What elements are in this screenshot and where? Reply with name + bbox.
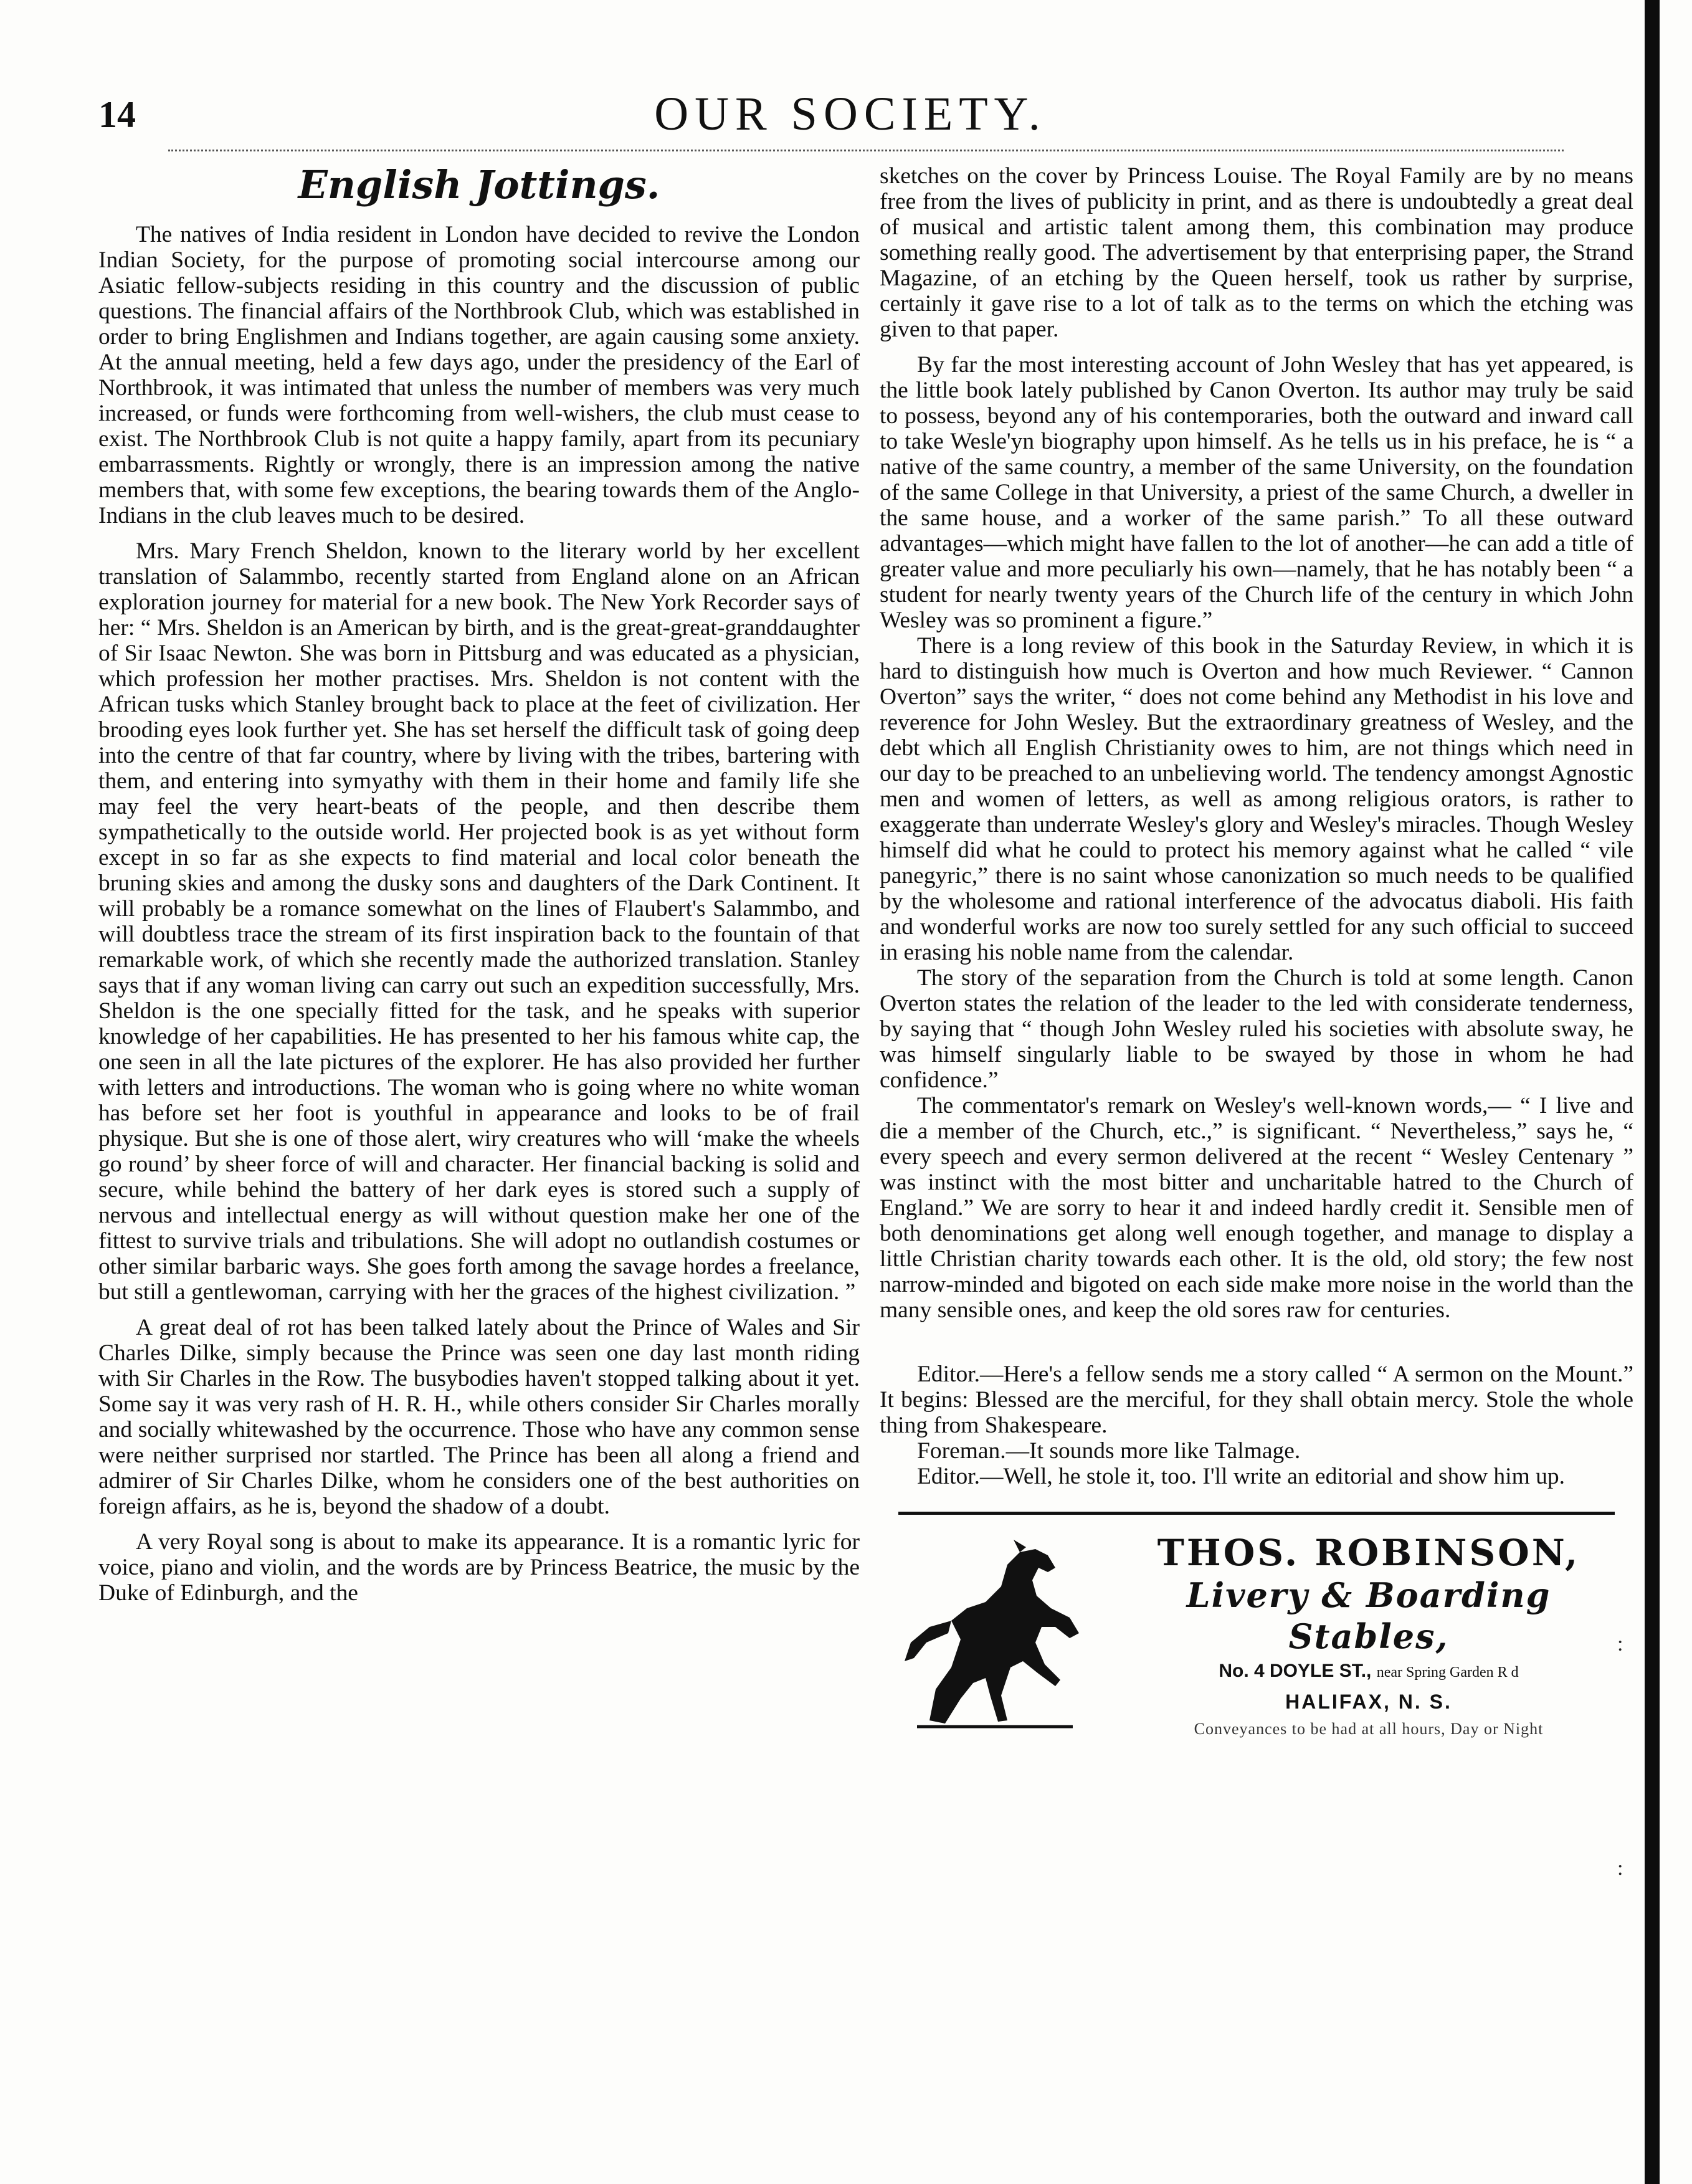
- advertiser-note: Conveyances to be had at all hours, Day or Night: [1194, 1720, 1544, 1738]
- article-paragraph: The natives of India resident in London have decided to revive the London Indian Society, for the purpose of promoting social intercourse among our Asiatic fellow-subjects residing in this country and the discussion of public questions. The financial affairs of the Northbrook Club, which was established in order to bring Englishmen and Indians together, are again causing some anxiety. At the annual meeting, held a few days ago, under the presidency of the Earl of Northbrook, it was intimated that unless the number of members was very much increased, or funds were forthcoming from well-wishers, the club must cease to exist. The Northbrook Club is not quite a happy family, apart from its pecuniary embarrassments. Rightly or wrongly, there is an impression among the native members that, with some few exceptions, the bearing towards them of the Anglo-Indians in the club leaves much to be desired.: [98, 222, 860, 528]
- article-paragraph: Mrs. Mary French Sheldon, known to the literary world by her excellent translation of Salammbo, recently started from England alone on an African exploration journey for material for a new book. The New York Recorder says of her: “ Mrs. Sheldon is an American by birth, and is the great-great-granddaughter of Sir Isaac Newton. She was born in Pittsburg and was educated as a physician, which profession her mother practises. Mrs. Sheldon is not content with the African tusks which Stanley brought back to place at the feet of civilization. Her brooding eyes look further yet. She has set herself the difficult task of going deep into the centre of that far country, where by living with the tribes, bartering with them, and entering into symyathy with them in their home and family life she may feel the very heart-beats of the people, and then describe them sympathetically to the outside world. Her projected book is as yet without form except in so far as she expects to find material and local color beneath the bruning skies and among the dusky sons and daughters of the Dark Continent. It will probably be a romance somewhat on the lines of Flaubert's Salammbo, and will doubtless trace the stream of its first inspiration back to the fountain of that remarkable work, of which she recently made the authorized translation. Stanley says that if any woman living can carry out such an expedition successfully, Mrs. Sheldon is the one specially fitted for the task, and he speaks with superior knowledge of her capabilities. He has presented to her his famous white cap, the one seen in all the late pictures of the explorer. He has also provided her further with letters and introductions. The woman who is going where no white woman has before set her foot is youthful in appearance and looks to be of frail physique. But she is one of those alert, wiry creatures who will ‘make the wheels go round’ by sheer force of will and character. Her financial backing is solid and secure, while behind the battery of her dark eyes is stored such a supply of nervous and intellectual energy as will without question make her one of the fittest to survive trials and tribulations. She will adopt no outlandish costumes or other similar barbaric ways. She goes forth among the savage hordes a freelance, but still a gentlewoman, carrying with her the graces of the highest civilization. ”: [98, 538, 860, 1305]
- rearing-horse-icon: [892, 1533, 1085, 1733]
- right-column: [880, 163, 1633, 1743]
- edge-mark: :: [1617, 1857, 1623, 1880]
- address-note: near Spring Garden R d: [1376, 1664, 1519, 1681]
- advertiser-name: THOS. ROBINSON,: [1157, 1532, 1580, 1574]
- editor-anecdote: [880, 1361, 1633, 1489]
- page-header: [87, 87, 1614, 156]
- address-street: No. 4 DOYLE ST.,: [1219, 1661, 1372, 1681]
- edge-mark: :: [1617, 1633, 1623, 1656]
- article-paragraph: sketches on the cover by Princess Louise. The Royal Family are by no means free from the lives of publicity in print, and as there is undoubtedly a great deal of musical and artistic talent among them, this combination may produce something really good. The advertisement by that enterprising paper, the Strand Magazine, of an etching by the Queen herself, took us rather by surprise, certainly it gave rise to a lot of talk as to the terms on which the etching was given to that paper.: [880, 163, 1633, 342]
- advertisement: [880, 1531, 1633, 1743]
- article-paragraph: A great deal of rot has been talked lately about the Prince of Wales and Sir Charles Dilke, simply because the Prince was seen one day last month riding with Sir Charles in the Row. The busybodies haven't stopped talking about it yet. Some say it was very rash of H. R. H., while others consider Sir Charles morally and socially whitewashed by the occurrence. Those who have any common sense were neither surprised nor startled. The Prince has been all along a friend and admirer of Sir Charles Dilke, whom he considers one of the best authorities on foreign affairs, as he is, beyond the shadow of a doubt.: [98, 1315, 860, 1519]
- article-paragraph: The commentator's remark on Wesley's well-known words,— “ I live and die a member of the Church, etc.,” is significant. “ Nevertheless,” says he, “ every speech and every sermon delivered at the recent “ Wesley Centenary ” was instinct with the most bitter and uncharitable hatred to the Church of England.” We are sorry to hear it and indeed hardly credit it. Sensible men of both denominations get along well enough together, and manage to display a little Christian charity towards each other. It is the old, old story; the few nost narrow-minded and bigoted on each side make more noise in the world than the many sensible ones, and keep the old sores raw for centuries.: [880, 1093, 1633, 1323]
- left-column: [98, 163, 860, 1606]
- anecdote-line: Editor.—Well, he stole it, too. I'll write an editorial and show him up.: [917, 1464, 1566, 1489]
- article-paragraph: There is a long review of this book in the Saturday Review, in which it is hard to distinguish how much is Overton and how much Reviewer. “ Cannon Overton” says the writer, “ does not come behind any Methodist in his love and reverence for John Wesley. But the extraordinary greatness of Wesley, and the debt which all English Christianity owes to him, are not things which need in our day to be preached to an unbelieving world. The tendency amongst Agnostic men and women of letters, as well as among religious orators, is rather to exaggerate than underrate Wesley's glory and Wesley's miracles. Though Wesley himself did what he could to protect his memory against what he called “ vile panegyric,” there is no saint whose canonization so much needs to be qualified by the wholesome and rational interference of the advocatus diaboli. His faith and wonderful works are now too surely settled for any such official to succeed in erasing his noble name from the calendar.: [880, 633, 1633, 965]
- page-edge-bar: [1645, 0, 1660, 2184]
- advertisement-rule: [898, 1512, 1615, 1515]
- advertiser-city: HALIFAX, N. S.: [1285, 1690, 1452, 1713]
- anecdote-line: Foreman.—It sounds more like Talmage.: [917, 1438, 1301, 1464]
- article-paragraph: A very Royal song is about to make its appearance. It is a romantic lyric for voice, piano and violin, and the words are by Princess Beatrice, the music by the Duke of Edinburgh, and the: [98, 1529, 860, 1606]
- advertiser-business: Livery & Boarding Stables,: [1186, 1575, 1551, 1656]
- section-title: English Jottings.: [298, 162, 660, 207]
- anecdote-line: Editor.—Here's a fellow sends me a story called “ A sermon on the Mount.” It begins: Blessed are the merciful, for they shall obtain mercy. Stole the whole thing from Shakespeare.: [880, 1361, 1633, 1438]
- advertiser-address: [1104, 1657, 1633, 1687]
- page-number: 14: [98, 94, 136, 135]
- publication-title: OUR SOCIETY.: [654, 88, 1047, 140]
- header-rule: [168, 150, 1564, 151]
- article-paragraph: By far the most interesting account of John Wesley that has yet appeared, is the little book lately published by Canon Overton. Its author may truly be said to possess, beyond any of his contemporaries, both the outward and inward call to take Wesle'yn biography upon himself. As he tells us in his preface, he is “ a native of the same country, a member of the same University, on the foundation of the same College in that University, a priest of the same Church, a dweller in the same house, and a worker of the same parish.” To all these outward advantages—which might have fallen to the lot of another—he can add a title of greater value and more peculiarly his own—namely, that he has notably been “ a student for nearly twenty years of the Church life of the century in which John Wesley was so prominent a figure.”: [880, 352, 1633, 633]
- advertisement-text: [1104, 1531, 1633, 1742]
- article-paragraph: The story of the separation from the Church is told at some length. Canon Overton states the relation of the leader to the led with considerate tenderness, by saying that “ though John Wesley ruled his societies with absolute sway, he was himself singularly liable to be swayed by those in whom he had confidence.”: [880, 965, 1633, 1093]
